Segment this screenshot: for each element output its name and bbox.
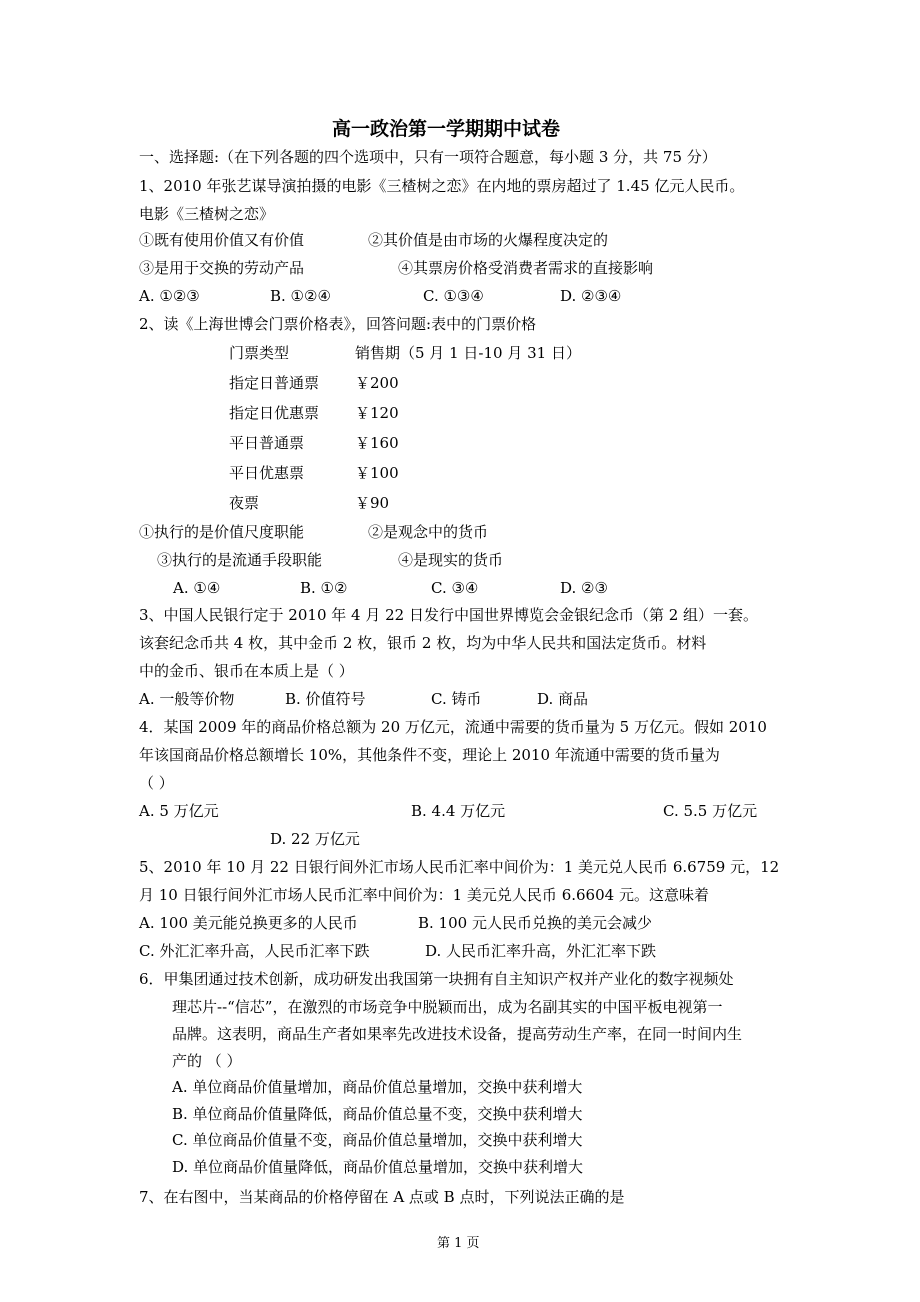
- q3-stem-line-3: 中的金币、银币在本质上是（ ）: [139, 662, 354, 680]
- page-title: 高一政治第一学期期中试卷: [332, 118, 561, 140]
- page-number: 第 1 页: [437, 1236, 480, 1251]
- q1-statement-2: ②其价值是由市场的火爆程度决定的: [368, 231, 609, 249]
- q2-statement-1: ①执行的是价值尺度职能: [139, 523, 305, 541]
- q6-stem-line-1: 6．甲集团通过技术创新，成功研发出我国第一块拥有自主知识产权并产业化的数字视频处: [139, 970, 734, 988]
- q2-option-a: A. ①④: [173, 579, 221, 597]
- q1-stem-line-1: 1、2010 年张艺谋导演拍摄的电影《三楂树之恋》在内地的票房超过了 1.45 亿元人民币。: [139, 177, 745, 195]
- q3-stem-line-1: 3、中国人民银行定于 2010 年 4 月 22 日发行中国世界博览会金银纪念币（第 2 组）一套。: [139, 606, 759, 624]
- q4-option-d: D. 22 万亿元: [270, 830, 360, 848]
- q2-table-row-type: 平日优惠票: [229, 464, 305, 482]
- q6-option-a: A. 单位商品价值量增加，商品价值总量增加，交换中获利增大: [172, 1078, 583, 1096]
- q6-option-d: D. 单位商品价值量降低，商品价值总量增加，交换中获利增大: [172, 1158, 584, 1176]
- q3-option-a: A. 一般等价物: [139, 690, 235, 708]
- q1-option-d: D. ②③④: [560, 287, 622, 305]
- q2-statement-3: ③执行的是流通手段职能: [157, 551, 323, 569]
- q5-stem-line-1: 5、2010 年 10 月 22 日银行间外汇市场人民币汇率中间价为：1 美元兑人民币 6.6759 元，12: [139, 858, 780, 876]
- q2-table-row-type: 平日普通票: [229, 434, 305, 452]
- q6-stem-line-2: 理芯片--“信芯”，在激烈的市场竞争中脱颖而出，成为名副其实的中国平板电视第一: [172, 998, 723, 1016]
- q2-table-header-price: 销售期（5 月 1 日-10 月 31 日）: [355, 344, 581, 362]
- q3-option-d: D. 商品: [537, 690, 589, 708]
- q2-table-row-price: ￥120: [355, 404, 399, 422]
- q1-statement-1: ①既有使用价值又有价值: [139, 231, 305, 249]
- q6-option-c: C. 单位商品价值量不变，商品价值总量增加，交换中获利增大: [172, 1131, 583, 1149]
- q4-stem-line-3: （ ）: [139, 774, 174, 792]
- q2-table-row-price: ￥200: [355, 374, 399, 392]
- q4-option-a: A. 5 万亿元: [139, 802, 219, 820]
- q6-stem-line-3: 品牌。这表明，商品生产者如果率先改进技术设备，提高劳动生产率，在同一时间内生: [172, 1025, 743, 1043]
- q5-stem-line-2: 月 10 日银行间外汇市场人民币汇率中间价为：1 美元兑人民币 6.6604 元。这意味着: [139, 886, 709, 904]
- q2-table-row-price: ￥90: [355, 494, 390, 512]
- q1-statement-4: ④其票房价格受消费者需求的直接影响: [398, 259, 654, 277]
- q6-stem-line-4: 产的 （ ）: [172, 1052, 242, 1070]
- q1-option-a: A. ①②③: [139, 287, 200, 305]
- q1-option-b: B. ①②④: [270, 287, 331, 305]
- q5-option-d: D. 人民币汇率升高，外汇汇率下跌: [425, 942, 657, 960]
- q4-option-b: B. 4.4 万亿元: [411, 802, 506, 820]
- q2-table-row-price: ￥160: [355, 434, 399, 452]
- q3-option-c: C. 铸币: [431, 690, 482, 708]
- q2-stem: 2、读《上海世博会门票价格表》，回答问题:表中的门票价格: [139, 315, 537, 333]
- q5-option-c: C. 外汇汇率升高，人民币汇率下跌: [139, 942, 370, 960]
- q2-table-row-price: ￥100: [355, 464, 399, 482]
- q2-statement-2: ②是观念中的货币: [368, 523, 489, 541]
- q4-stem-line-1: 4．某国 2009 年的商品价格总额为 20 万亿元，流通中需要的货币量为 5 万亿元。假如 2010: [139, 718, 767, 736]
- q2-statement-4: ④是现实的货币: [398, 551, 504, 569]
- q4-stem-line-2: 年该国商品价格总额增长 10%，其他条件不变，理论上 2010 年流通中需要的货币量为: [139, 746, 720, 764]
- q7-stem: 7、在右图中，当某商品的价格停留在 A 点或 B 点时，下列说法正确的是: [139, 1188, 625, 1206]
- q2-option-c: C. ③④: [431, 579, 479, 597]
- q5-option-a: A. 100 美元能兑换更多的人民币: [139, 914, 358, 932]
- q5-option-b: B. 100 元人民币兑换的美元会减少: [418, 914, 652, 932]
- q1-stem-line-2: 电影《三楂树之恋》: [139, 205, 275, 223]
- q2-table-row-type: 指定日优惠票: [229, 404, 320, 422]
- q4-option-c: C. 5.5 万亿元: [663, 802, 758, 820]
- q2-table-header-type: 门票类型: [229, 344, 290, 362]
- q2-table-row-type: 指定日普通票: [229, 374, 320, 392]
- q3-stem-line-2: 该套纪念币共 4 枚，其中金币 2 枚，银币 2 枚，均为中华人民共和国法定货币。材料: [139, 634, 707, 652]
- q1-statement-3: ③是用于交换的劳动产品: [139, 259, 305, 277]
- q6-option-b: B. 单位商品价值量降低，商品价值总量不变，交换中获利增大: [172, 1105, 583, 1123]
- q2-option-b: B. ①②: [300, 579, 348, 597]
- q2-table-row-type: 夜票: [229, 494, 260, 512]
- q1-option-c: C. ①③④: [423, 287, 484, 305]
- section-heading: 一、选择题:（在下列各题的四个选项中，只有一项符合题意，每小题 3 分，共 75 分）: [139, 148, 717, 166]
- q2-option-d: D. ②③: [560, 579, 608, 597]
- q3-option-b: B. 价值符号: [285, 690, 366, 708]
